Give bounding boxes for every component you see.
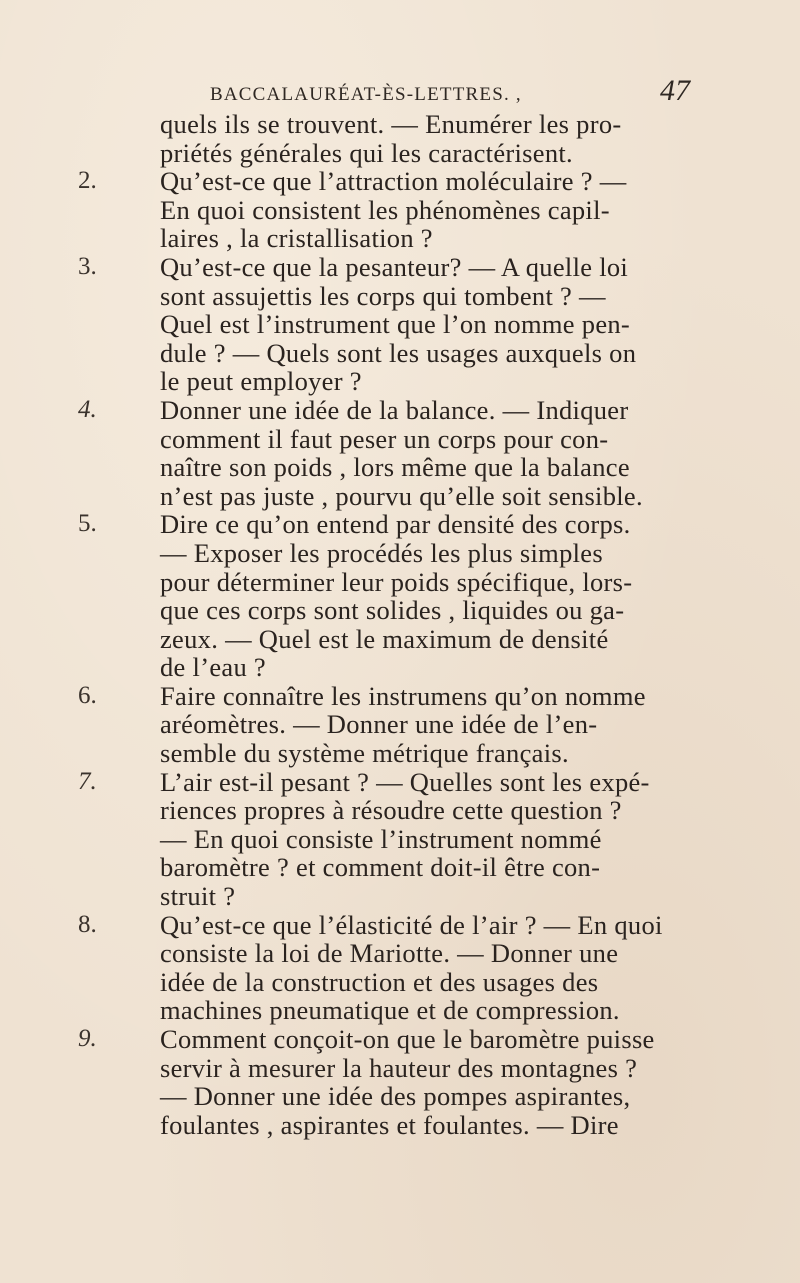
question-8	[78, 909, 710, 1026]
page-number: 47	[660, 74, 690, 107]
text-line: Faire connaître les instrumens qu’on nomme	[160, 680, 646, 711]
text-line: struit ?	[160, 881, 236, 912]
question-7	[78, 766, 710, 912]
text-line: idée de la construction et des usages des	[160, 966, 599, 997]
running-title: BACCALAURÉAT-ÈS-LETTRES. ,	[210, 84, 522, 105]
text-line: Quel est l’instrument que l’on nomme pen-	[160, 309, 631, 340]
question-3	[78, 251, 710, 397]
page-header	[210, 74, 690, 114]
question-number: 8.	[78, 910, 97, 938]
question-number: 4.	[78, 395, 97, 423]
text-line: — Donner une idée des pompes aspirantes,	[160, 1081, 631, 1112]
text-line: aréomètres. — Donner une idée de l’en-	[160, 709, 598, 740]
text-line: le peut employer ?	[160, 366, 362, 397]
text-line: baromètre ? et comment doit-il être con-	[160, 852, 601, 883]
question-number: 5.	[78, 510, 97, 538]
text-line: Donner une idée de la balance. — Indiquer	[160, 394, 629, 425]
text-line: machines pneumatique et de compression.	[160, 995, 620, 1026]
text-line: laires , la cristallisation ?	[160, 223, 433, 254]
question-number: 3.	[78, 252, 97, 280]
text-line: naître son poids , lors même que la balance	[160, 452, 630, 483]
text-line: L’air est-il pesant ? — Quelles sont les expé-	[160, 766, 650, 797]
text-line: Qu’est-ce que l’attraction moléculaire ? —	[160, 166, 627, 197]
text-line: comment il faut peser un corps pour con-	[160, 423, 609, 454]
question-number: 2.	[78, 167, 97, 195]
text-line: consiste la loi de Mariotte. — Donner une	[160, 938, 619, 969]
text-line: semble du système métrique français.	[160, 738, 569, 769]
text-line: zeux. — Quel est le maximum de densité	[160, 623, 609, 654]
text-line: n’est pas juste , pourvu qu’elle soit sensible.	[160, 480, 643, 511]
text-block	[78, 109, 710, 1140]
text-line: dule ? — Quels sont les usages auxquels on	[160, 337, 637, 368]
question-9	[78, 1024, 710, 1140]
question-number: 9.	[78, 1025, 97, 1052]
question-number: 6.	[78, 681, 97, 709]
question-number: 7.	[78, 767, 97, 795]
text-line: — Exposer les procédés les plus simples	[160, 537, 603, 568]
text-line: foulantes , aspirantes et foulantes. — Dire	[160, 1109, 619, 1140]
text-line: Comment conçoit-on que le baromètre puisse	[160, 1024, 655, 1054]
text-line: Dire ce qu’on entend par densité des corps.	[160, 509, 631, 540]
text-line: sont assujettis les corps qui tombent ? —	[160, 280, 606, 311]
text-line: Qu’est-ce que l’élasticité de l’air ? — En quoi	[160, 909, 663, 940]
question-5	[78, 509, 710, 683]
text-line: de l’eau ?	[160, 652, 266, 683]
question-2	[78, 166, 710, 254]
text-line: riences propres à résoudre cette question ?	[160, 795, 622, 826]
intro-paragraph	[100, 110, 710, 167]
text-line: quels ils se trouvent. — Enumérer les pro-	[160, 109, 622, 139]
question-4	[78, 394, 710, 511]
text-line: que ces corps sont solides , liquides ou ga-	[160, 595, 625, 626]
text-line: En quoi consistent les phénomènes capil-	[160, 194, 610, 225]
question-6	[78, 680, 710, 769]
text-line: Qu’est-ce que la pesanteur? — A quelle loi	[160, 251, 629, 282]
text-line: priétés générales qui les caractérisent.	[160, 137, 573, 168]
text-line: servir à mesurer la hauteur des montagnes ?	[160, 1052, 638, 1083]
text-line: — En quoi consiste l’instrument nommé	[160, 823, 602, 854]
text-line: pour déterminer leur poids spécifique, lors-	[160, 566, 633, 597]
